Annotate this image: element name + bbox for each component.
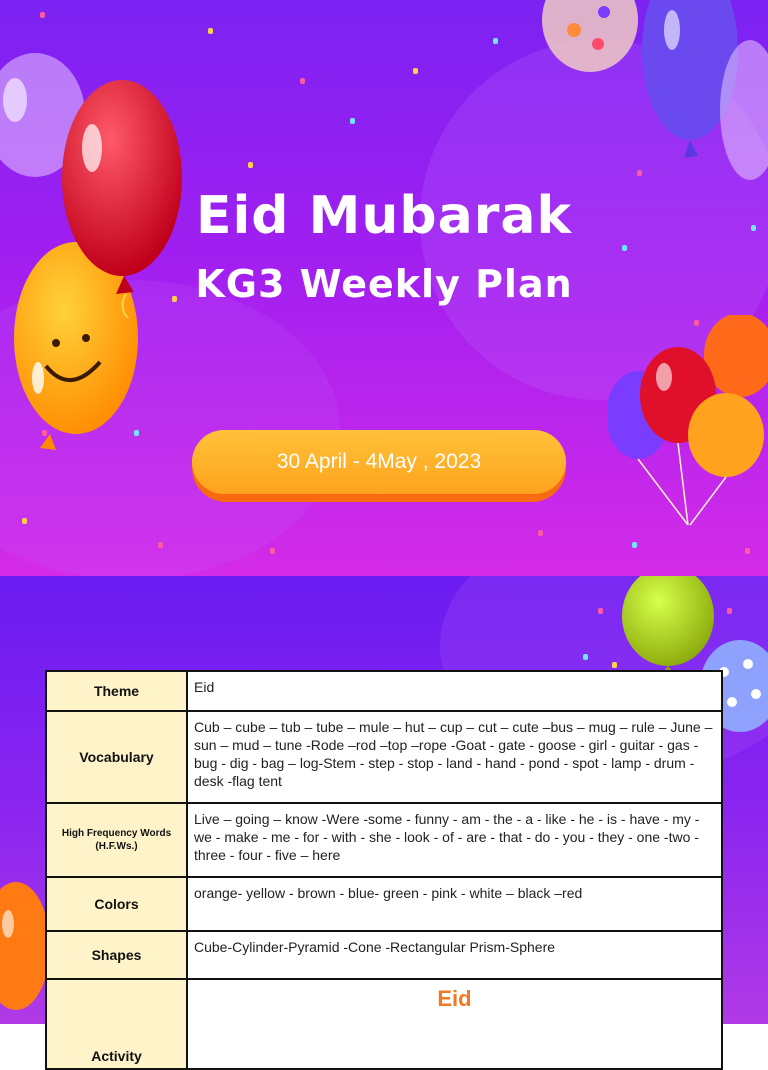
confetti-dot	[583, 654, 588, 660]
confetti-dot	[40, 12, 45, 18]
table-row	[46, 711, 722, 803]
table-row	[46, 931, 722, 979]
confetti-dot	[538, 530, 543, 536]
confetti-dot	[248, 162, 253, 168]
row-label-activity: Activity	[46, 979, 187, 1069]
row-value-activity-cell	[187, 979, 722, 1069]
confetti-dot	[598, 608, 603, 614]
row-label-shapes: Shapes	[46, 931, 187, 979]
confetti-dot	[270, 548, 275, 554]
balloon-cluster-icon	[540, 0, 768, 200]
row-value-hfw: Live – going – know -Were -some - funny - am - the - a - like - he - is - have - my - we - make - me - for - with - she - look - of - are - that - do - you - they - one -two - three - four - five – here	[187, 803, 722, 877]
confetti-dot	[208, 28, 213, 34]
confetti-dot	[612, 662, 617, 668]
row-label-colors: Colors	[46, 877, 187, 931]
table-row	[46, 979, 722, 1069]
activity-title: Eid	[437, 986, 472, 1011]
row-value-theme: Eid	[187, 671, 722, 711]
confetti-dot	[632, 542, 637, 548]
page-subtitle: KG3 Weekly Plan	[195, 262, 573, 306]
row-value-colors: orange- yellow - brown - blue- green - pink - white – black –red	[187, 877, 722, 931]
table-row	[46, 803, 722, 877]
weekly-plan-table	[45, 670, 723, 1070]
balloon-bunch-icon	[608, 315, 768, 530]
confetti-dot	[350, 118, 355, 124]
row-value-shapes: Cube-Cylinder-Pyramid -Cone -Rectangular Prism-Sphere	[187, 931, 722, 979]
confetti-dot	[413, 68, 418, 74]
row-value-vocabulary: Cub – cube – tub – tube – mule – hut – cup – cut – cute –bus – mug – rule – June – sun – mud – tune -Rode –rod –top –rope -Goat - gate - goose - girl - guitar - gas - bug - dig - bag – log-Stem - step - stop - land - hand - pond - spot - lamp - drum - desk -flag tent	[187, 711, 722, 803]
date-badge	[192, 430, 566, 502]
confetti-dot	[745, 548, 750, 554]
date-range: 30 April - 4May , 2023	[192, 430, 566, 494]
confetti-dot	[493, 38, 498, 44]
row-label-hfw: High Frequency Words (H.F.Ws.)	[46, 803, 187, 877]
table-row	[46, 671, 722, 711]
page-title: Eid Mubarak	[195, 186, 573, 246]
table-row	[46, 877, 722, 931]
confetti-dot	[300, 78, 305, 84]
confetti-dot	[158, 542, 163, 548]
row-label-theme: Theme	[46, 671, 187, 711]
confetti-dot	[22, 518, 27, 524]
row-label-vocabulary: Vocabulary	[46, 711, 187, 803]
